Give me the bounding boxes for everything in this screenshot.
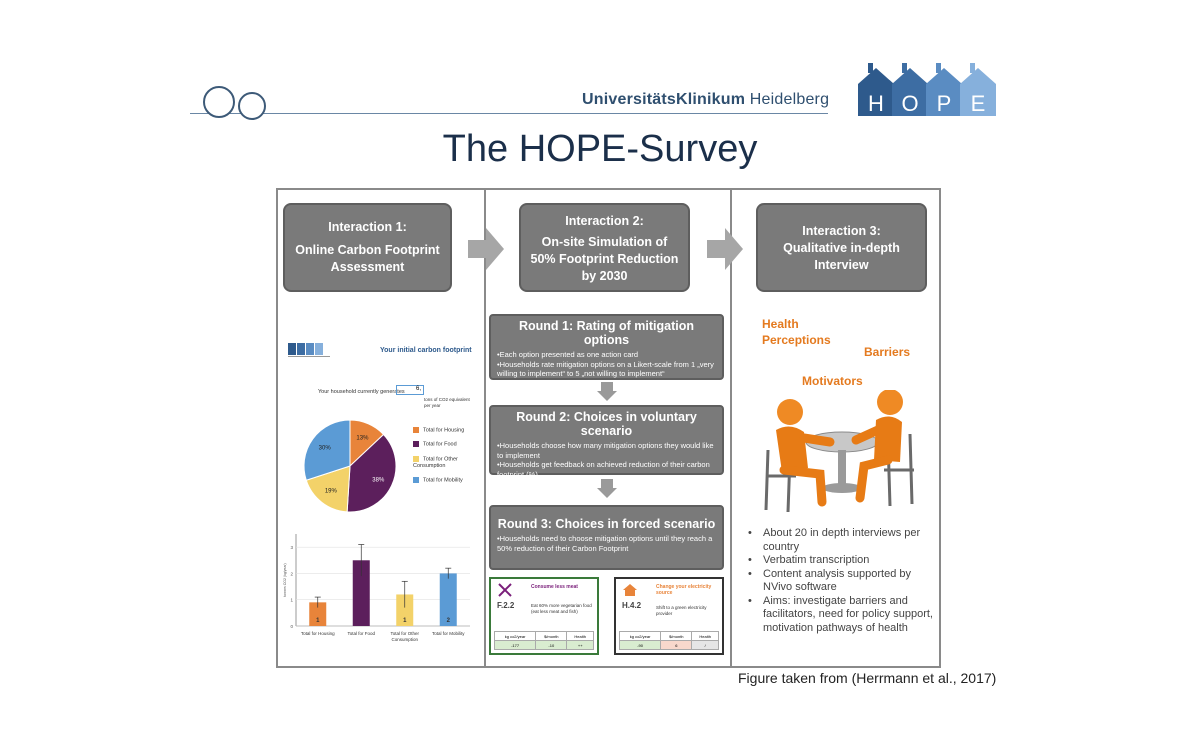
round-1-bullet-2: •Households rate mitigation options on a Likert-scale from 1 „very willing to implement“ to 5 „not willing to implement“ xyxy=(497,359,714,378)
interaction-1-title-line1: Online Carbon Footprint xyxy=(295,243,440,257)
interaction-3-title-line1: Qualitative in-depth xyxy=(783,241,900,255)
legend-swatch-mobility xyxy=(413,477,419,483)
label-barriers: Barriers xyxy=(864,345,911,359)
interaction-2-box xyxy=(519,203,690,292)
interaction-1-box xyxy=(283,203,452,292)
round-3-box xyxy=(489,505,724,570)
figure-caption: Figure taken from (Herrmann et al., 2017) xyxy=(738,670,997,686)
round-2-bullet-2: •Households get feedback on achieved reduction of their carbon footprint (%) xyxy=(497,460,710,479)
bar-category-label-line2: Consumption xyxy=(391,637,419,642)
bar-value-label: 1 xyxy=(403,618,407,624)
interaction-3-box xyxy=(756,203,927,292)
hope-letter-e: E xyxy=(970,91,986,116)
round-2-title: Round 2: Choices in voluntary scenario xyxy=(516,410,697,438)
legend-item-food: Total for Food xyxy=(413,441,464,448)
bar-category-label: Total for Food xyxy=(347,631,376,636)
interaction-2-title-line3: by 2030 xyxy=(581,269,628,283)
card-2-title: Change your electricity source xyxy=(656,584,712,596)
card-1-description: Eat 60% more vegetarian food (eat less meat and fish) xyxy=(531,603,592,614)
bar-category-label: Total for Mobility xyxy=(431,631,465,636)
interview-bullet-3: • Content analysis supported by NVivo software xyxy=(748,568,933,595)
bar-category-label: Total for Housing xyxy=(300,631,335,636)
bar-value-label: 1 xyxy=(316,618,320,624)
legend-item-other: Total for Other Consumption xyxy=(413,456,458,470)
bar-y-tick-label: 0 xyxy=(290,624,293,629)
interview-bullet-2: • Verbatim transcription xyxy=(748,554,933,568)
action-card-meat xyxy=(489,577,599,655)
interaction-3-title-line2: Interview xyxy=(814,258,869,272)
interview-illustration xyxy=(760,390,920,518)
card-2-code: H.4.2 xyxy=(622,601,642,610)
hope-mini-logo xyxy=(288,340,330,358)
label-perceptions: Perceptions xyxy=(762,333,831,347)
round-3-title: Round 3: Choices in forced scenario xyxy=(497,517,716,531)
interaction-2-title-line2: 50% Footprint Reduction xyxy=(530,252,679,266)
arrow-down-icon xyxy=(597,479,617,498)
card-2-table: kg co2/year $/month Health -90 6 / xyxy=(619,631,719,650)
legend-item-mobility: Total for Mobility xyxy=(413,477,464,484)
action-card-electricity xyxy=(614,577,724,655)
label-motivators: Motivators xyxy=(802,374,863,388)
cutlery-icon xyxy=(497,583,513,597)
legend-swatch-housing xyxy=(413,427,419,433)
round-2-box xyxy=(489,405,724,479)
round-2-bullet-1: •Households choose how many mitigation options they would like to implement xyxy=(497,441,714,460)
interaction-2-label: Interaction 2: xyxy=(565,214,644,228)
bar-y-tick-label: 1 xyxy=(290,597,293,603)
pie-slice-label: 30% xyxy=(318,445,331,452)
house-icon xyxy=(622,583,638,597)
screen-heading: Your initial carbon footprint xyxy=(380,347,472,354)
legend-swatch-food xyxy=(413,441,419,447)
bar-value-label: 2 xyxy=(446,618,450,624)
pie-legend xyxy=(413,427,464,485)
hope-letter-o: O xyxy=(901,91,919,116)
interview-bullet-4: • Aims: investigate barriers and facilitators, need for policy support, motivation pathways of health xyxy=(748,595,933,636)
hope-logo xyxy=(856,62,1004,118)
card-1-title: Consume less meat xyxy=(531,584,578,590)
household-value-field: 6, xyxy=(396,385,424,395)
unit-text-line2: per year xyxy=(424,403,441,408)
interaction-1-label: Interaction 1: xyxy=(328,220,407,234)
header-rule xyxy=(190,113,828,114)
legend-swatch-other xyxy=(413,456,419,462)
bar-y-axis-label: tonnes CO2 (kg/year) xyxy=(283,563,287,597)
unit-text-line1: tons of CO2 equivalent xyxy=(424,397,470,402)
round-1-box xyxy=(489,314,724,380)
interview-bullet-1: • About 20 in depth interviews per country xyxy=(748,527,933,554)
round-1-bullet-1: •Each option presented as one action card xyxy=(497,350,639,359)
round-3-bullet-1: •Households need to choose mitigation options until they reach a 50% reduction of their Carbon Footprint xyxy=(497,534,713,553)
interview-bullets xyxy=(748,527,933,635)
household-text: Your household currently generates xyxy=(318,389,405,395)
interaction-3-label: Interaction 3: xyxy=(802,224,881,238)
card-1-code: F.2.2 xyxy=(497,601,515,610)
hope-letter-p: P xyxy=(936,91,952,116)
card-1-table: kg co2/year $/month Health -177 -10 ++ xyxy=(494,631,594,650)
uk-logo-circle-right xyxy=(238,92,266,120)
footprint-bar-chart xyxy=(280,528,476,650)
card-2-description: Shift to a green electricity provider xyxy=(656,605,707,616)
interaction-2-title-line1: On-site Simulation of xyxy=(541,235,668,249)
pie-slice-label: 38% xyxy=(372,477,385,484)
round-1-title: Round 1: Rating of mitigation options xyxy=(519,319,694,347)
arrow-right-icon xyxy=(707,228,743,270)
hope-letter-h: H xyxy=(868,91,884,116)
arrow-right-icon xyxy=(468,228,504,270)
bar-y-tick-label: 2 xyxy=(290,571,293,577)
bar-category-label: Total for Other xyxy=(390,631,420,636)
uk-logo-circle-left xyxy=(203,86,235,118)
interaction-1-title-line2: Assessment xyxy=(330,260,405,274)
label-health: Health xyxy=(762,317,799,331)
institution-name: UniversitätsKlinikum Heidelberg xyxy=(582,91,830,108)
arrow-down-icon xyxy=(597,382,617,401)
bar-y-tick-label: 3 xyxy=(290,545,293,551)
pie-slice-label: 13% xyxy=(356,435,369,442)
legend-item-housing: Total for Housing xyxy=(413,427,464,434)
footprint-pie-chart xyxy=(300,416,400,516)
page-title: The HOPE-Survey xyxy=(442,128,758,170)
pie-slice-label: 19% xyxy=(324,488,337,495)
